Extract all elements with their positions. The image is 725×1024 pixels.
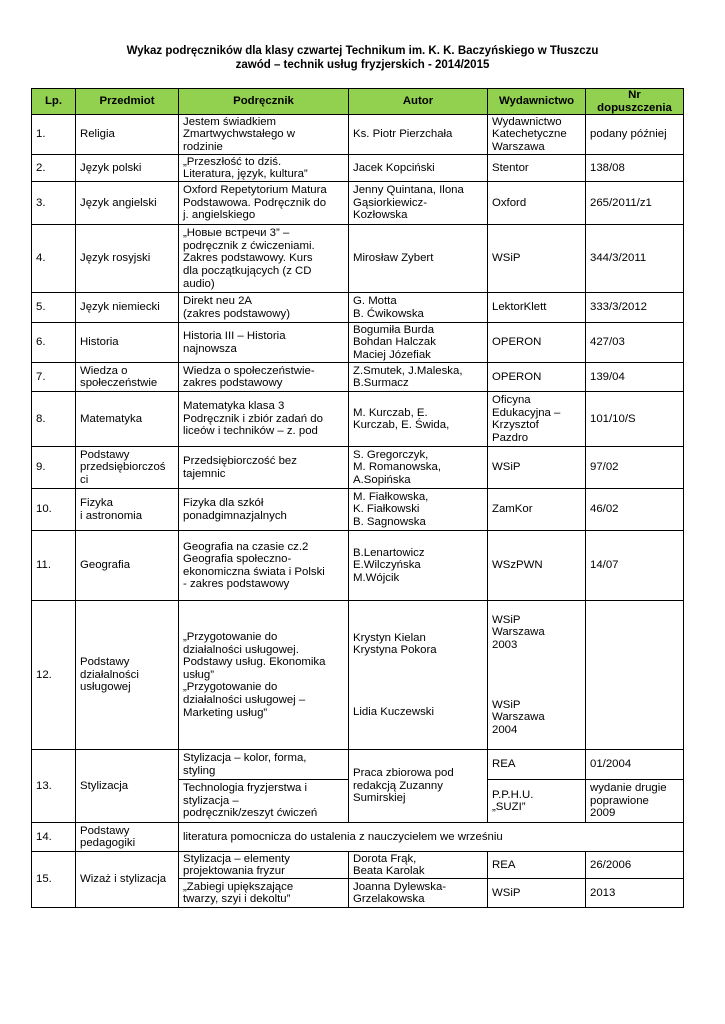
row-number: 15.	[32, 852, 76, 908]
column-header: Autor	[349, 89, 488, 115]
approval-number-cell: 14/07	[586, 531, 684, 601]
textbook-cell: Jestem świadkiem Zmartwychwstałego w rodzinie	[179, 115, 349, 155]
row-number: 13.	[32, 750, 76, 823]
subject-cell: Matematyka	[76, 392, 179, 447]
row-number: 4.	[32, 225, 76, 293]
subject-cell: Język polski	[76, 155, 179, 182]
approval-number-cell: 97/02	[586, 447, 684, 489]
publisher-cell: REA	[488, 852, 586, 879]
approval-number-cell: 01/2004	[586, 750, 684, 780]
title-line-2: zawód – technik usług fryzjerskich - 2014/2015	[235, 59, 490, 71]
publisher-cell: WSzPWN	[488, 531, 586, 601]
publisher-cell: P.P.H.U. „SUZI”	[488, 780, 586, 823]
row-number: 7.	[32, 363, 76, 392]
textbook-table	[31, 88, 684, 908]
column-header: Wydawnictwo	[488, 89, 586, 115]
subject-cell: Język niemiecki	[76, 293, 179, 323]
author-cell	[349, 601, 488, 750]
textbook-cell: Wiedza o społeczeństwie- zakres podstawowy	[179, 363, 349, 392]
author-cell: Dorota Frąk, Beata Karolak	[349, 852, 488, 879]
subject-cell: Historia	[76, 323, 179, 363]
subject-cell: Wizaż i stylizacja	[76, 852, 179, 908]
table-row	[32, 823, 684, 852]
approval-number-cell: podany później	[586, 115, 684, 155]
textbook-cell: „Новые встречи 3” – podręcznik z ćwiczeniami. Zakres podstawowy. Kurs dla początkujących (z CD audio)	[179, 225, 349, 293]
column-header: Przedmiot	[76, 89, 179, 115]
textbook-cell: Oxford Repetytorium Matura Podstawowa. Podręcznik do j. angielskiego	[179, 182, 349, 225]
textbook-cell: Stylizacja – kolor, forma, styling	[179, 750, 349, 780]
column-header: Nr dopuszczenia	[586, 89, 684, 115]
row-number: 12.	[32, 601, 76, 750]
table-row	[32, 155, 684, 182]
table-row	[32, 363, 684, 392]
publisher-cell	[488, 601, 586, 750]
table-row	[32, 750, 684, 780]
author-cell: M. Fiałkowska, K. Fiałkowski B. Sagnowska	[349, 489, 488, 531]
publisher-cell: REA	[488, 750, 586, 780]
table-row	[32, 225, 684, 293]
table-row	[32, 392, 684, 447]
column-header: Lp.	[32, 89, 76, 115]
column-header: Podręcznik	[179, 89, 349, 115]
author-cell: Ks. Piotr Pierzchała	[349, 115, 488, 155]
row-number: 8.	[32, 392, 76, 447]
publisher-cell: OPERON	[488, 323, 586, 363]
author-cell: Mirosław Zybert	[349, 225, 488, 293]
author-cell: B.Lenartowicz E.Wilczyńska M.Wójcik	[349, 531, 488, 601]
author-text: Krystyn Kielan Krystyna Pokora	[353, 631, 437, 657]
subject-cell: Wiedza o społeczeństwie	[76, 363, 179, 392]
publisher-cell: Stentor	[488, 155, 586, 182]
document-title	[0, 44, 725, 72]
author-text: Lidia Kuczewski	[353, 706, 435, 719]
row-number: 14.	[32, 823, 76, 852]
table-row	[32, 323, 684, 363]
row-number: 10.	[32, 489, 76, 531]
textbook-cell: „Przeszłość to dziś. Literatura, język, kultura”	[179, 155, 349, 182]
textbook-cell: „Zabiegi upiększające twarzy, szyi i dekoltu”	[179, 879, 349, 908]
publisher-cell: WSiP	[488, 225, 586, 293]
approval-number-cell: 138/08	[586, 155, 684, 182]
spacer	[353, 669, 483, 693]
subject-cell: Podstawy pedagogiki	[76, 823, 179, 852]
subject-cell: Stylizacja	[76, 750, 179, 823]
publisher-text: WSiP Warszawa 2004	[492, 698, 545, 736]
textbook-cell: Technologia fryzjerstwa i stylizacja – podręcznik/zeszyt ćwiczeń	[179, 780, 349, 823]
author-cell: Jacek Kopciński	[349, 155, 488, 182]
approval-number-cell: 2013	[586, 879, 684, 908]
approval-number-cell	[586, 601, 684, 750]
approval-number-cell: 46/02	[586, 489, 684, 531]
textbook-cell: Geografia na czasie cz.2 Geografia społeczno- ekonomiczna świata i Polski - zakres podstawowy	[179, 531, 349, 601]
textbook-cell: Matematyka klasa 3 Podręcznik i zbiór zadań do liceów i techników – z. pod	[179, 392, 349, 447]
table-row	[32, 447, 684, 489]
publisher-cell: Oxford	[488, 182, 586, 225]
textbook-cell: Stylizacja – elementy projektowania fryzur	[179, 852, 349, 879]
approval-number-cell: wydanie drugie poprawione 2009	[586, 780, 684, 823]
subject-cell: Język rosyjski	[76, 225, 179, 293]
subject-cell: Fizyka i astronomia	[76, 489, 179, 531]
subject-cell: Podstawy przedsiębiorczoś ci	[76, 447, 179, 489]
author-cell: G. Motta B. Ćwikowska	[349, 293, 488, 323]
table-row	[32, 115, 684, 155]
approval-number-cell: 101/10/S	[586, 392, 684, 447]
row-number: 9.	[32, 447, 76, 489]
textbook-cell: Historia III – Historia najnowsza	[179, 323, 349, 363]
spacer	[492, 664, 581, 686]
approval-number-cell: 26/2006	[586, 852, 684, 879]
author-cell: S. Gregorczyk, M. Romanowska, A.Sopińska	[349, 447, 488, 489]
approval-number-cell: 344/3/2011	[586, 225, 684, 293]
author-cell: Jenny Quintana, Ilona Gąsiorkiewicz- Kozłowska	[349, 182, 488, 225]
publisher-cell: Oficyna Edukacyjna – Krzysztof Pazdro	[488, 392, 586, 447]
row-number: 6.	[32, 323, 76, 363]
row-number: 5.	[32, 293, 76, 323]
table-row	[32, 531, 684, 601]
author-cell: Joanna Dylewska- Grzelakowska	[349, 879, 488, 908]
publisher-cell: OPERON	[488, 363, 586, 392]
textbook-cell: Direkt neu 2A (zakres podstawowy)	[179, 293, 349, 323]
author-cell: Z.Smutek, J.Maleska, B.Surmacz	[349, 363, 488, 392]
note-cell: literatura pomocnicza do ustalenia z nauczycielem we wrześniu	[179, 823, 684, 852]
author-cell: Praca zbiorowa pod redakcją Zuzanny Sumirskiej	[349, 750, 488, 823]
publisher-cell: WSiP	[488, 879, 586, 908]
row-number: 3.	[32, 182, 76, 225]
approval-number-cell: 333/3/2012	[586, 293, 684, 323]
subject-cell: Geografia	[76, 531, 179, 601]
table-header-row	[32, 89, 684, 115]
title-line-1: Wykaz podręczników dla klasy czwartej Technikum im. K. K. Baczyńskiego w Tłuszczu	[126, 45, 599, 57]
table-row	[32, 601, 684, 750]
approval-number-cell: 265/2011/z1	[586, 182, 684, 225]
textbook-cell: Fizyka dla szkół ponadgimnazjalnych	[179, 489, 349, 531]
subject-cell: Język angielski	[76, 182, 179, 225]
textbook-cell: Przedsiębiorczość bez tajemnic	[179, 447, 349, 489]
approval-number-cell: 139/04	[586, 363, 684, 392]
row-number: 11.	[32, 531, 76, 601]
author-cell: Bogumiła Burda Bohdan Halczak Maciej Józefiak	[349, 323, 488, 363]
row-number: 2.	[32, 155, 76, 182]
table-row	[32, 293, 684, 323]
table-row	[32, 852, 684, 879]
textbook-cell: „Przygotowanie do działalności usługowej. Podstawy usług. Ekonomika usług” „Przygotowanie do działalności usługowej – Marketing usług”	[179, 601, 349, 750]
subject-cell: Religia	[76, 115, 179, 155]
publisher-cell: Wydawnictwo Katechetyczne Warszawa	[488, 115, 586, 155]
publisher-cell: WSiP	[488, 447, 586, 489]
publisher-cell: LektorKlett	[488, 293, 586, 323]
table-row	[32, 182, 684, 225]
approval-number-cell: 427/03	[586, 323, 684, 363]
table-row	[32, 489, 684, 531]
publisher-text: WSiP Warszawa 2003	[492, 613, 545, 651]
author-cell: M. Kurczab, E. Kurczab, E. Świda,	[349, 392, 488, 447]
row-number: 1.	[32, 115, 76, 155]
subject-cell: Podstawy działalności usługowej	[76, 601, 179, 750]
publisher-cell: ZamKor	[488, 489, 586, 531]
